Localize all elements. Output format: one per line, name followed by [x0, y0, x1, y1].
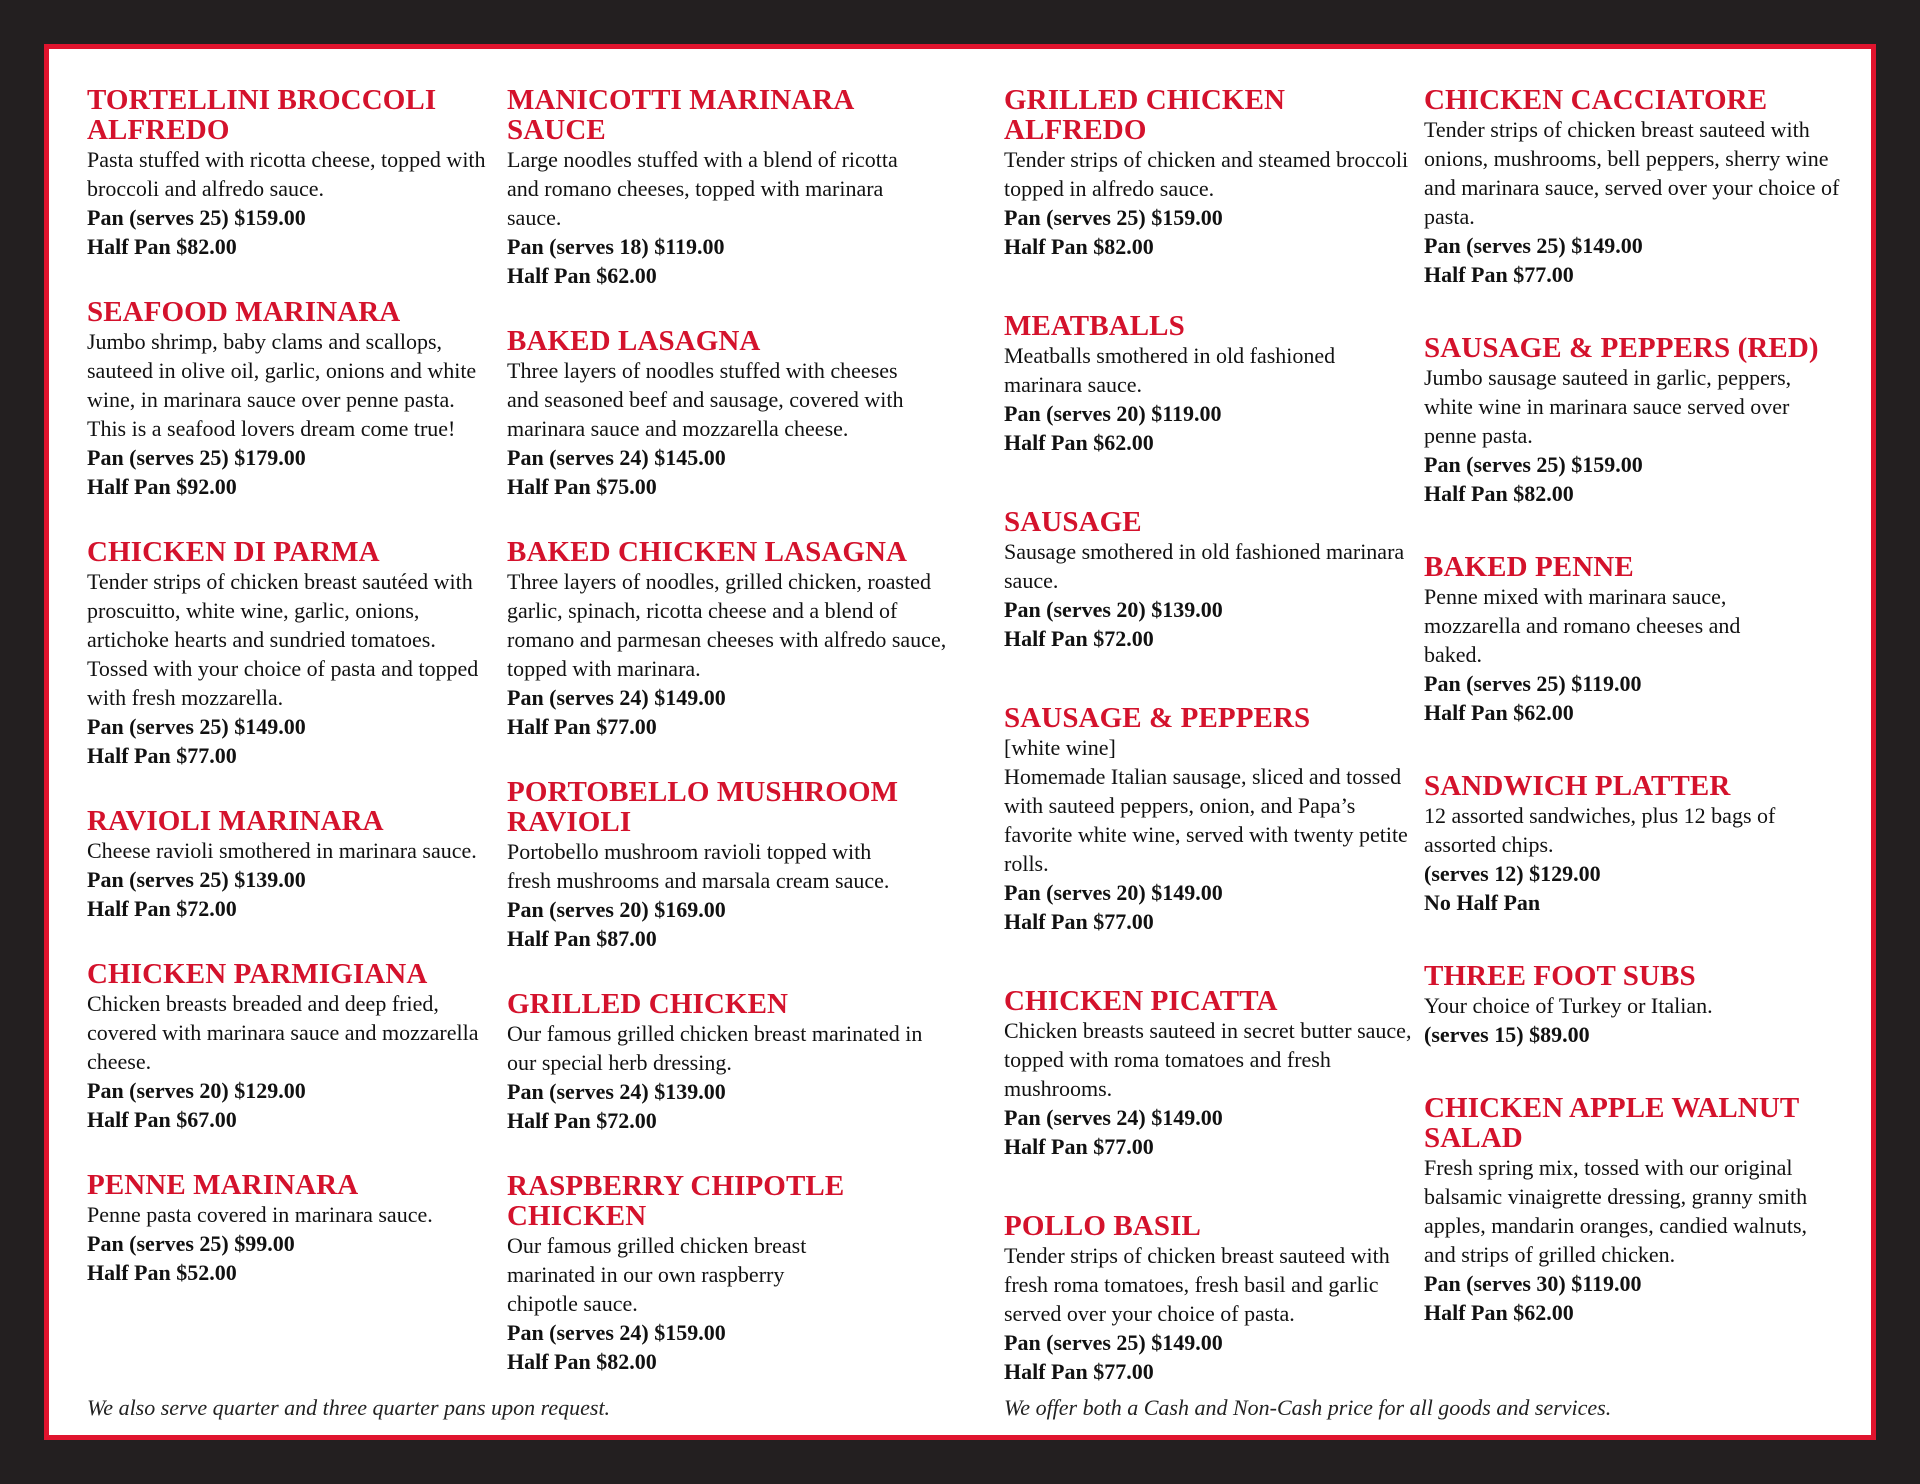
item-price: Pan (serves 24) $145.00 [507, 445, 726, 470]
item-price: Half Pan $77.00 [1424, 262, 1574, 287]
item-price: Half Pan $62.00 [1424, 700, 1574, 725]
item-description: Homemade Italian sausage, sliced and tossed with sauteed peppers, onion, and Papa’s favorite white wine, served with twenty petite rolls. [1004, 764, 1408, 876]
item-price: Half Pan $62.00 [1004, 430, 1154, 455]
item-price: Half Pan $67.00 [87, 1107, 237, 1132]
item-price: Pan (serves 20) $169.00 [507, 897, 726, 922]
footer-note-pans: We also serve quarter and three quarter pans upon request. [87, 1395, 611, 1420]
menu-item [507, 326, 947, 501]
menu-panel [44, 44, 1876, 1440]
item-title: TORTELLINI BROCCOLI ALFREDO [87, 84, 437, 146]
item-price: Half Pan $82.00 [507, 1349, 657, 1374]
item-description: Cheese ravioli smothered in marinara sauce. [87, 838, 477, 863]
menu-item [1424, 85, 1844, 289]
menu-item [1424, 552, 1844, 727]
item-price: Pan (serves 25) $159.00 [1004, 205, 1223, 230]
item-description: Three layers of noodles, grilled chicken, roasted garlic, spinach, ricotta cheese and a blend of romano and parmesan cheeses with alfredo sauce, topped with marinara. [507, 569, 947, 681]
item-title: RAVIOLI MARINARA [87, 805, 384, 837]
menu-item [1424, 771, 1844, 917]
item-title: CHICKEN PARMIGIANA [87, 958, 428, 990]
item-price: Half Pan $62.00 [1424, 1300, 1574, 1325]
menu-item [1004, 1211, 1414, 1386]
item-description: Meatballs smothered in old fashioned marinara sauce. [1004, 343, 1336, 397]
item-price: Half Pan $82.00 [1004, 234, 1154, 259]
item-description: Jumbo sausage sauteed in garlic, peppers, white wine in marinara sauce served over penne pasta. [1424, 365, 1792, 448]
item-price: (serves 12) $129.00 [1424, 861, 1601, 886]
item-price: Pan (serves 25) $159.00 [1424, 452, 1643, 477]
item-price: Pan (serves 24) $139.00 [507, 1079, 726, 1104]
item-price: Half Pan $75.00 [507, 474, 657, 499]
item-price: Pan (serves 25) $149.00 [1424, 233, 1643, 258]
item-price: Pan (serves 24) $149.00 [1004, 1105, 1223, 1130]
menu-item [1004, 703, 1414, 936]
item-description: Fresh spring mix, tossed with our original balsamic vinaigrette dressing, granny smith apples, mandarin oranges, candied walnuts, and strips of grilled chicken. [1424, 1155, 1808, 1267]
menu-item [87, 806, 497, 923]
menu-item [1424, 333, 1844, 508]
menu-item [1004, 311, 1414, 457]
menu-column-4 [1424, 85, 1844, 1363]
menu-item [1004, 85, 1414, 261]
item-description: Your choice of Turkey or Italian. [1424, 993, 1713, 1018]
item-title: SAUSAGE & PEPPERS [1004, 702, 1311, 734]
item-title: POLLO BASIL [1004, 1210, 1201, 1242]
item-price: Pan (serves 18) $119.00 [507, 234, 725, 259]
item-price: Half Pan $77.00 [1004, 909, 1154, 934]
item-description: Tender strips of chicken breast sauteed with onions, mushrooms, bell peppers, sherry wine and marinara sauce, served over your choice of pasta. [1424, 117, 1840, 229]
menu-item [507, 1171, 947, 1376]
item-price: Half Pan $77.00 [1004, 1134, 1154, 1159]
item-title: PORTOBELLO MUSHROOM RAVIOLI [507, 776, 899, 838]
menu-item [507, 989, 947, 1135]
item-title: SAUSAGE [1004, 506, 1142, 538]
item-price: (serves 15) $89.00 [1424, 1022, 1590, 1047]
menu-item [87, 297, 497, 501]
menu-item [507, 85, 947, 290]
item-title: MANICOTTI MARINARA SAUCE [507, 84, 853, 146]
item-description: Large noodles stuffed with a blend of ricotta and romano cheeses, topped with marinara sauce. [507, 147, 898, 230]
item-description: Sausage smothered in old fashioned marinara sauce. [1004, 539, 1405, 593]
item-price: Pan (serves 24) $159.00 [507, 1320, 726, 1345]
item-price: Half Pan $92.00 [87, 474, 237, 499]
item-description: Tender strips of chicken breast sauteed with fresh roma tomatoes, fresh basil and garlic served over your choice of pasta. [1004, 1243, 1390, 1326]
item-price: Pan (serves 25) $149.00 [1004, 1330, 1223, 1355]
item-title: GRILLED CHICKEN ALFREDO [1004, 84, 1286, 146]
item-price: Half Pan $72.00 [507, 1108, 657, 1133]
item-price: Pan (serves 20) $119.00 [1004, 401, 1222, 426]
item-description: Chicken breasts breaded and deep fried, covered with marinara sauce and mozzarella cheese. [87, 991, 479, 1074]
item-price: Half Pan $82.00 [87, 234, 237, 259]
item-price: Pan (serves 25) $149.00 [87, 714, 306, 739]
item-price: Pan (serves 24) $149.00 [507, 685, 726, 710]
item-description: Three layers of noodles stuffed with cheeses and seasoned beef and sausage, covered with marinara sauce and mozzarella cheese. [507, 358, 904, 441]
menu-column-2 [507, 85, 947, 1412]
item-price: Pan (serves 25) $119.00 [1424, 671, 1642, 696]
item-title: SEAFOOD MARINARA [87, 296, 401, 328]
item-description: Penne pasta covered in marinara sauce. [87, 1202, 433, 1227]
item-description: Chicken breasts sauteed in secret butter sauce, topped with roma tomatoes and fresh mushrooms. [1004, 1018, 1412, 1101]
item-price: Pan (serves 25) $159.00 [87, 205, 306, 230]
item-price: Pan (serves 25) $139.00 [87, 867, 306, 892]
item-price: Pan (serves 25) $179.00 [87, 445, 306, 470]
item-title: SAUSAGE & PEPPERS (RED) [1424, 332, 1819, 364]
item-price: Half Pan $82.00 [1424, 481, 1574, 506]
menu-item [1424, 1093, 1844, 1327]
menu-item [1004, 507, 1414, 653]
footer-note-pricing: We offer both a Cash and Non-Cash price for all goods and services. [1004, 1395, 1612, 1420]
item-title: RASPBERRY CHIPOTLE CHICKEN [507, 1170, 845, 1232]
item-description: Portobello mushroom ravioli topped with fresh mushrooms and marsala cream sauce. [507, 839, 890, 893]
item-title: THREE FOOT SUBS [1424, 960, 1696, 992]
menu-item [87, 1170, 497, 1287]
item-title: BAKED PENNE [1424, 551, 1634, 583]
item-description: Tender strips of chicken breast sautéed with proscuitto, white wine, garlic, onions, artichoke hearts and sundried tomatoes. Tossed with your choice of pasta and topped with fresh mozzarella. [87, 569, 479, 710]
menu-column-3 [1004, 85, 1414, 1422]
item-title: CHICKEN DI PARMA [87, 536, 380, 568]
item-price: Half Pan $62.00 [507, 263, 657, 288]
item-price: No Half Pan [1424, 890, 1541, 915]
item-description: Our famous grilled chicken breast marinated in our own raspberry chipotle sauce. [507, 1233, 807, 1316]
item-title: SANDWICH PLATTER [1424, 770, 1731, 802]
item-title: BAKED CHICKEN LASAGNA [507, 536, 908, 568]
item-description: Tender strips of chicken and steamed broccoli topped in alfredo sauce. [1004, 147, 1409, 201]
item-price: Pan (serves 20) $149.00 [1004, 880, 1223, 905]
item-price: Half Pan $52.00 [87, 1260, 237, 1285]
item-price: Pan (serves 25) $99.00 [87, 1231, 295, 1256]
item-title: CHICKEN CACCIATORE [1424, 84, 1768, 116]
item-title: CHICKEN PICATTA [1004, 985, 1278, 1017]
menu-item [87, 85, 497, 261]
item-description: Jumbo shrimp, baby clams and scallops, sauteed in olive oil, garlic, onions and white wine, in marinara sauce over penne pasta. This is a seafood lovers dream come true! [87, 329, 477, 441]
item-price: Half Pan $72.00 [87, 896, 237, 921]
item-description: Penne mixed with marinara sauce, mozzarella and romano cheeses and baked. [1424, 584, 1741, 667]
item-description: Our famous grilled chicken breast marinated in our special herb dressing. [507, 1021, 923, 1075]
menu-column-1 [87, 85, 497, 1323]
item-title: CHICKEN APPLE WALNUT SALAD [1424, 1092, 1799, 1154]
menu-item [87, 959, 497, 1134]
item-price: Half Pan $72.00 [1004, 626, 1154, 651]
item-price: Half Pan $87.00 [507, 926, 657, 951]
item-price: Pan (serves 30) $119.00 [1424, 1271, 1642, 1296]
menu-item [87, 537, 497, 770]
item-title: GRILLED CHICKEN [507, 988, 789, 1020]
item-price: Pan (serves 20) $129.00 [87, 1078, 306, 1103]
item-price: Half Pan $77.00 [507, 714, 657, 739]
item-price: Half Pan $77.00 [1004, 1359, 1154, 1384]
menu-item [1424, 961, 1844, 1049]
item-title: BAKED LASAGNA [507, 325, 761, 357]
menu-item [1004, 986, 1414, 1161]
item-note: [white wine] [1004, 735, 1116, 760]
menu-item [507, 537, 947, 741]
menu-item [507, 777, 947, 953]
item-description: Pasta stuffed with ricotta cheese, topped with broccoli and alfredo sauce. [87, 147, 486, 201]
item-price: Half Pan $77.00 [87, 743, 237, 768]
item-title: PENNE MARINARA [87, 1169, 359, 1201]
item-price: Pan (serves 20) $139.00 [1004, 597, 1223, 622]
item-description: 12 assorted sandwiches, plus 12 bags of assorted chips. [1424, 803, 1776, 857]
item-title: MEATBALLS [1004, 310, 1185, 342]
